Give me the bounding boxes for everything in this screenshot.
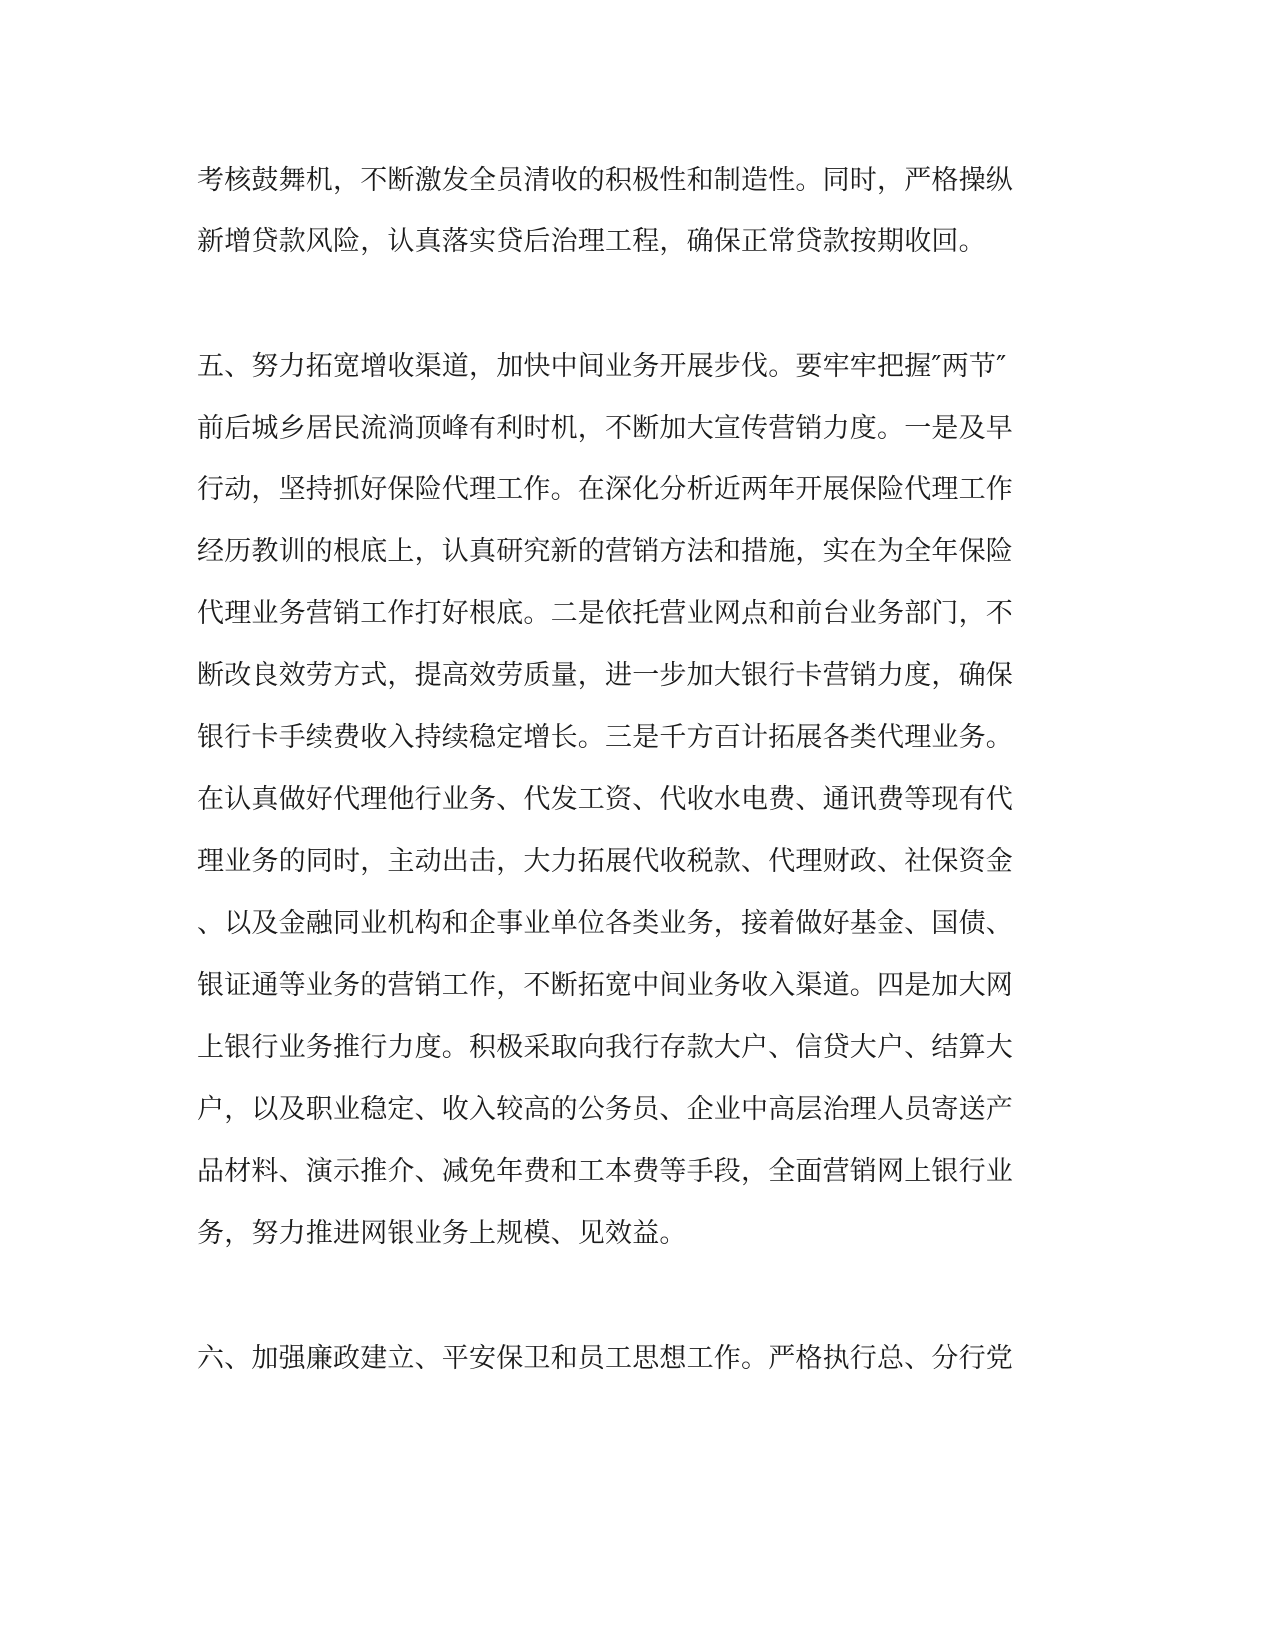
text-line: 理业务的同时，主动出击，大力拓展代收税款、代理财政、社保资金 [197, 846, 1013, 877]
text-line: 户，以及职业稳定、收入较高的公务员、企业中高层治理人员寄送产 [197, 1094, 1013, 1125]
section-heading-line: 五、努力拓宽增收渠道，加快中间业务开展步伐。要牢牢把握″两节″ [197, 351, 1007, 382]
text-line: 、以及金融同业机构和企事业单位各类业务，接着做好基金、国债、 [197, 908, 1013, 939]
text-line: 上银行业务推行力度。积极采取向我行存款大户、信贷大户、结算大 [197, 1032, 1013, 1063]
text-line: 务，努力推进网银业务上规模、见效益。 [197, 1218, 687, 1249]
text-line: 断改良效劳方式，提高效劳质量，进一步加大银行卡营销力度，确保 [197, 660, 1013, 691]
text-line: 品材料、演示推介、减免年费和工本费等手段，全面营销网上银行业 [197, 1156, 1013, 1187]
text-line: 在认真做好代理他行业务、代发工资、代收水电费、通讯费等现有代 [197, 784, 1013, 815]
text-line: 银证通等业务的营销工作，不断拓宽中间业务收入渠道。四是加大网 [197, 970, 1013, 1001]
text-line: 考核鼓舞机，不断激发全员清收的积极性和制造性。同时，严格操纵 [197, 165, 1013, 196]
text-line: 前后城乡居民流淌顶峰有利时机，不断加大宣传营销力度。一是及早 [197, 413, 1013, 444]
text-line: 代理业务营销工作打好根底。二是依托营业网点和前台业务部门，不 [197, 598, 1013, 629]
section-heading-line: 六、加强廉政建立、平安保卫和员工思想工作。严格执行总、分行党 [197, 1343, 1013, 1374]
text-line: 经历教训的根底上，认真研究新的营销方法和措施，实在为全年保险 [197, 536, 1013, 567]
text-line: 行动，坚持抓好保险代理工作。在深化分析近两年开展保险代理工作 [197, 474, 1013, 505]
text-line: 新增贷款风险，认真落实贷后治理工程，确保正常贷款按期收回。 [197, 226, 986, 257]
text-line: 银行卡手续费收入持续稳定增长。三是千方百计拓展各类代理业务。 [197, 722, 1013, 753]
